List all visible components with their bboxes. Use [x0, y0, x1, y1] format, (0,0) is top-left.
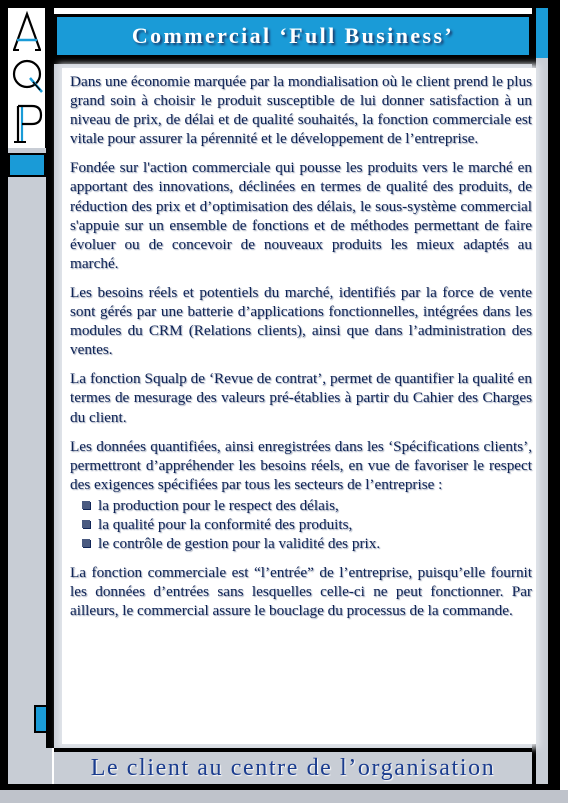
paragraph-2: Fondée sur l'action commerciale qui pousse les produits vers le marché en apportant des innovations, déclinées en termes de qualité des produits, de réduction des prix et d’optimisation des délais, le sous-système commercial s'appuie sur un ensemble de fonctions et de méthodes permettant de faire évoluer ou de concevoir de nouveaux produits les mieux adaptés au marché.: [70, 159, 532, 272]
right-grey-strip: [536, 58, 548, 784]
list-item: [82, 515, 532, 534]
title-bar: [54, 14, 532, 58]
requirements-list: [70, 496, 532, 553]
list-item: [82, 496, 532, 515]
aqp-logo-icon: [8, 10, 46, 146]
paragraph-5: Les données quantifiées, ainsi enregistrées dans les ‘Spécifications clients’, permettront d’appréhender les besoins réels, en vue de favoriser le respect des exigences spécifiées par tous les secteurs de l’entreprise :: [70, 437, 532, 493]
paragraph-3: Les besoins réels et potentiels du marché, identifiés par la force de vente sont gérés par une batterie d’applications fonctionnelles, intégrées dans les modules du CRM (Relations clients), ainsi que dans l’administration des ventes.: [70, 283, 532, 359]
left-blue-block-top: [8, 153, 46, 177]
bullet-icon: [82, 520, 90, 528]
footer-bar: [54, 752, 532, 784]
bottom-grey-strip: [0, 790, 568, 803]
page-title: Commercial ‘Full Business’: [131, 23, 455, 48]
bullet-icon: [82, 501, 90, 509]
list-item: [82, 534, 532, 553]
right-blue-block: [536, 8, 548, 58]
list-item-text: le contrôle de gestion pour la validité des prix.: [98, 535, 381, 553]
list-item-text: la production pour le respect des délais,: [98, 496, 339, 514]
frame-top-border: [0, 0, 560, 8]
frame-right-border: [548, 0, 560, 790]
frame-left-border: [0, 0, 8, 790]
paragraph-6: La fonction commerciale est “l’entrée” de l’entreprise, puisqu’elle fournit les données d’entrées sans lesquelles celle-ci ne peut fonctionner. Par ailleurs, le commercial assure le bouclage du processus de la commande.: [70, 564, 532, 620]
bullet-icon: [82, 539, 90, 547]
content-body: [70, 72, 532, 630]
paragraph-4: La fonction Squalp de ‘Revue de contrat’, permet de quantifier la qualité en termes de mesurage des valeurs pré-établies à partir du Cahier des Charges du client.: [70, 370, 532, 426]
left-divider: [46, 8, 54, 748]
footer-tagline: Le client au centre de l’organisation: [90, 754, 496, 781]
paragraph-1: Dans une économie marquée par la mondialisation où le client prend le plus grand soin à choisir le produit susceptible de lui donner satisfaction à un niveau de prix, de délai et de qualité souhaités, la fonction commerciale est vitale pour assurer la pérennité et le développement de l’entreprise.: [70, 73, 532, 148]
list-item-text: la qualité pour la conformité des produits,: [98, 515, 353, 533]
